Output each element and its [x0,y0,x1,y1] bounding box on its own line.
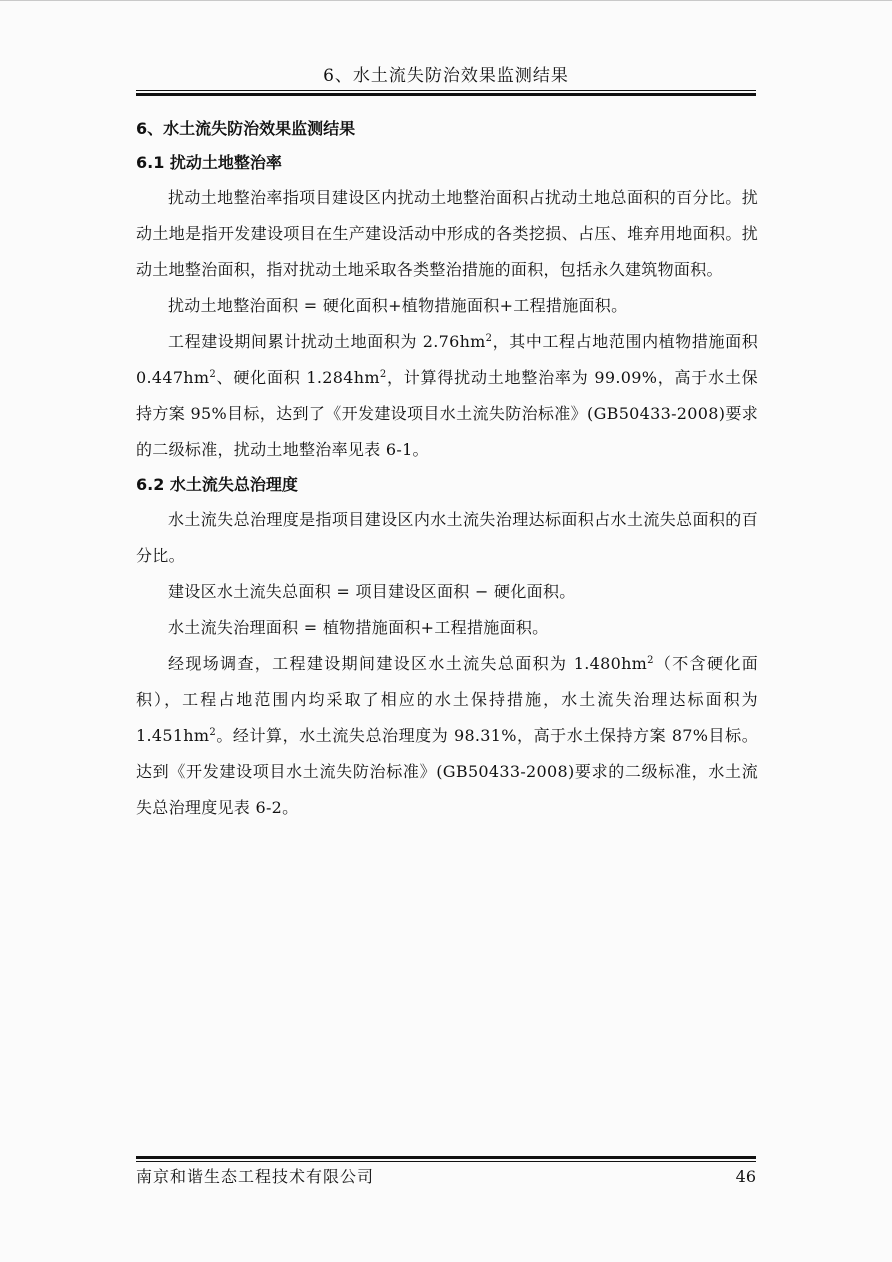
paragraph-result-6-2: 经现场调查，工程建设期间建设区水土流失总面积为 $1.480hm^2$（不含硬化面积），工程占地范围内均采取了相应的水土保持措施，水土流失治理达标面积为 $1.451hm^2$。经计算，水土流失总治理度为 98.31%，高于水土保持方案 87%目标。达到《开发建设项目水土流失防治标准》(GB50433-2008)要求的二级标准，水土流失总治理度见表 6-2。 [136,654,758,817]
footer-page-number: 46 [735,1167,756,1186]
running-header-title: 6、水土流失防治效果监测结果 [323,66,569,86]
paragraph-result-6-1: 工程建设期间累计扰动土地面积为 $2.76hm^2$，其中工程占地范围内植物措施面积 $0.447hm^2$、硬化面积 $1.284hm^2$，计算得扰动土地整治率为 99.09%，高于水土保持方案 95%目标，达到了《开发建设项目水土流失防治标准》(GB50433-2008)要求的二级标准，扰动土地整治率见表 6-1。 [136,332,758,459]
footer-rule-thin [136,1161,756,1162]
section-heading-6-1: 6.1 扰动土地整治率 [136,153,282,172]
paragraph-definition-6-1: 扰动土地整治率指项目建设区内扰动土地整治面积占扰动土地总面积的百分比。扰动土地是指开发建设项目在生产建设活动中形成的各类挖损、占压、堆弃用地面积。扰动土地整治面积，指对扰动土地采取各类整治措施的面积，包括永久建筑物面积。 [136,188,758,279]
header-rule-thick [136,93,756,96]
footer-rule-thick [136,1156,756,1159]
footer-company-name: 南京和谐生态工程技术有限公司 [136,1167,375,1186]
header-rule-thin [136,90,756,91]
paragraph-definition-6-2: 水土流失总治理度是指项目建设区内水土流失治理达标面积占水土流失总面积的百分比。 [136,510,758,565]
formula-6-2-treated-area: 水土流失治理面积 = 植物措施面积+工程措施面积。 [168,618,549,637]
page-top-edge [0,0,892,1]
page-body [136,112,758,826]
formula-6-1: 扰动土地整治面积 = 硬化面积+植物措施面积+工程措施面积。 [168,296,628,315]
formula-6-2-total-area: 建设区水土流失总面积 = 项目建设区面积 − 硬化面积。 [168,582,576,601]
chapter-heading: 6、水土流失防治效果监测结果 [136,119,356,138]
section-heading-6-2: 6.2 水土流失总治理度 [136,475,298,494]
